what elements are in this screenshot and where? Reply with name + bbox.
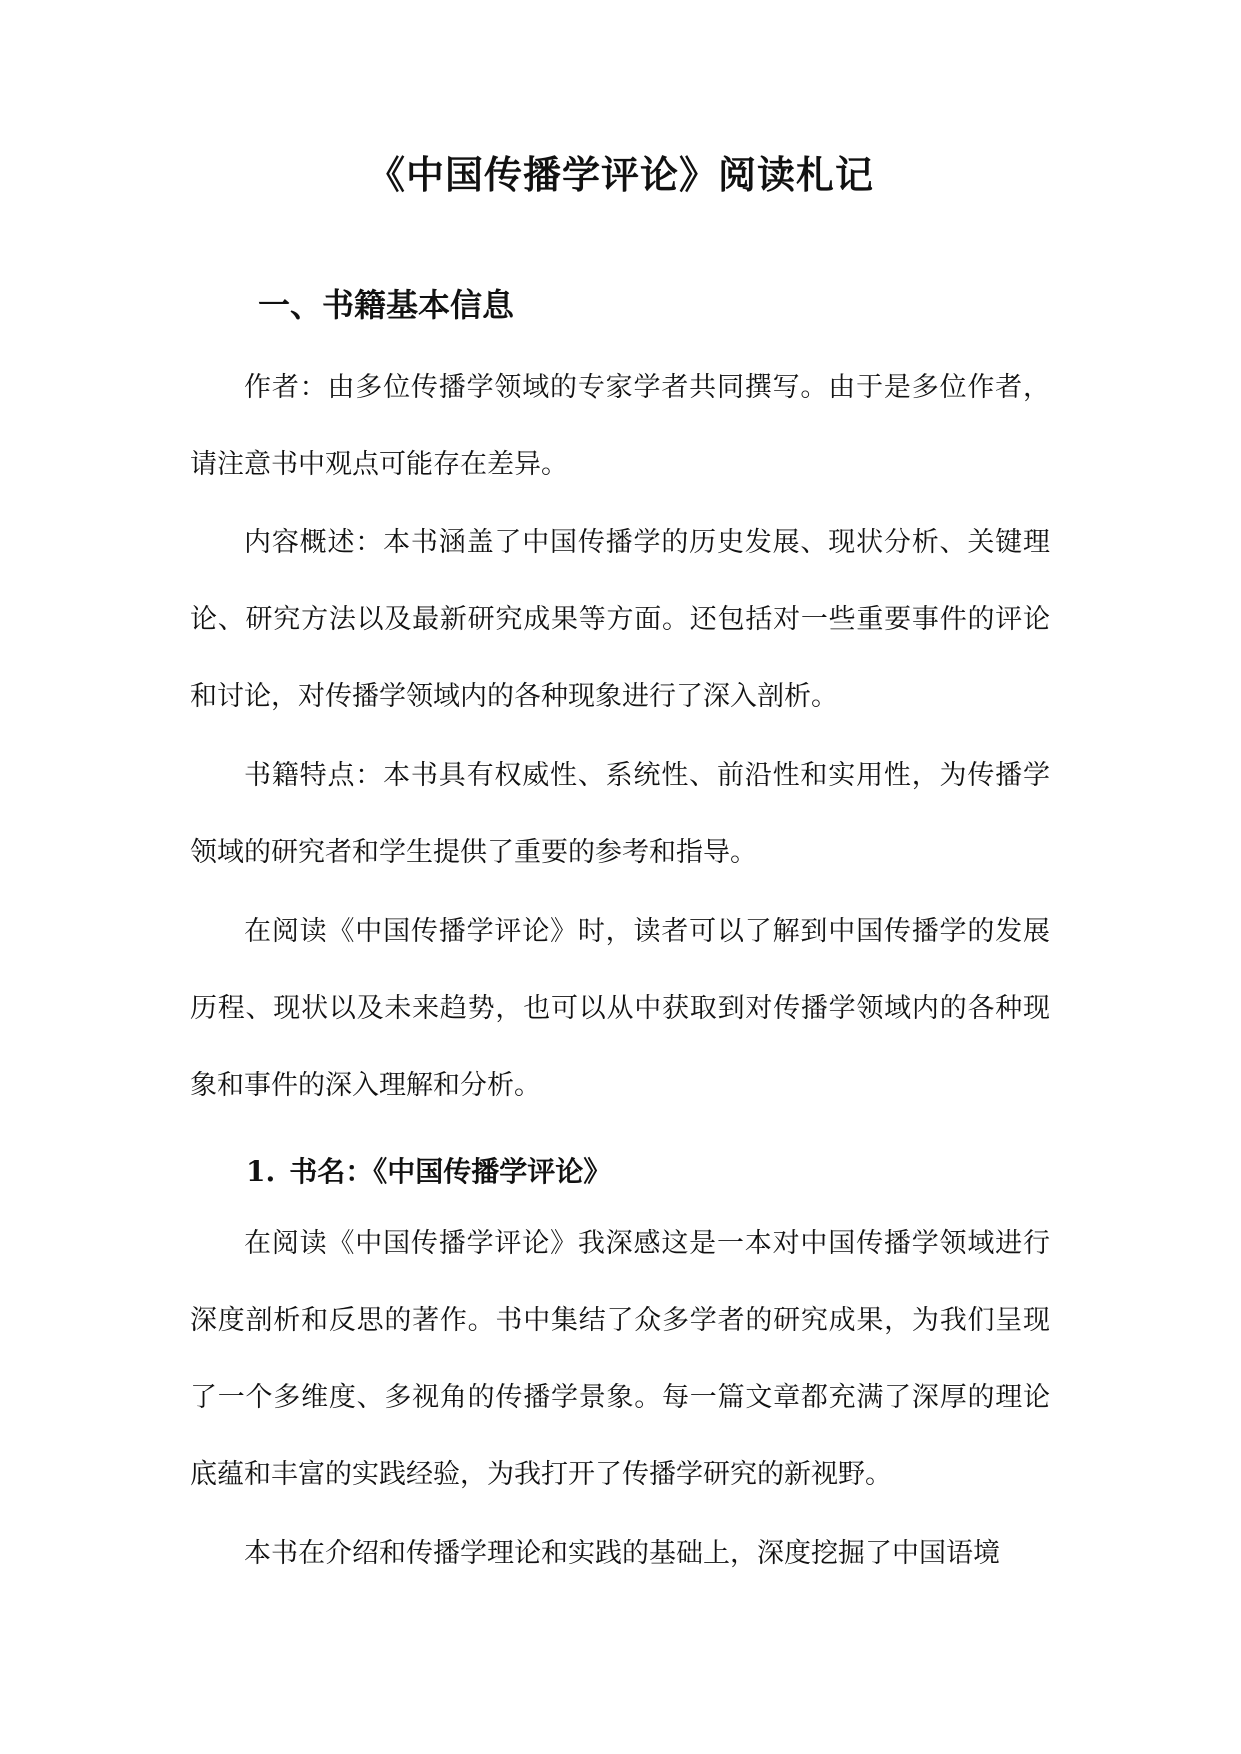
paragraph-book-features: 书籍特点：本书具有权威性、系统性、前沿性和实用性，为传播学领域的研究者和学生提供了重要的参考和指导。 (190, 760, 1050, 868)
subsection-title: 书名：《中国传播学评论》 (289, 1155, 612, 1188)
section-heading-basic-info: 一、书籍基本信息 (258, 286, 515, 324)
paragraph-content-overview: 内容概述：本书涵盖了中国传播学的历史发展、现状分析、关键理论、研究方法以及最新研究成果等方面。还包括对一些重要事件的评论和讨论，对传播学领域内的各种现象进行了深入剖析。 (190, 527, 1050, 712)
subsection-heading-book-name (246, 1150, 611, 1194)
paragraph-reading-impression: 在阅读《中国传播学评论》我深感这是一本对中国传播学领域进行深度剖析和反思的著作。书中集结了众多学者的研究成果，为我们呈现了一个多维度、多视角的传播学景象。每一篇文章都充满了深厚的理论底蕴和丰富的实践经验，为我打开了传播学研究的新视野。 (190, 1228, 1050, 1490)
paragraph-reading-summary: 在阅读《中国传播学评论》时，读者可以了解到中国传播学的发展历程、现状以及未来趋势，也可以从中获取到对传播学领域内的各种现象和事件的深入理解和分析。 (190, 916, 1050, 1101)
subsection-number: 1. (246, 1155, 276, 1188)
paragraph-author: 作者：由多位传播学领域的专家学者共同撰写。由于是多位作者，请注意书中观点可能存在差异。 (190, 372, 1050, 480)
document-title: 《中国传播学评论》阅读札记 (366, 152, 874, 197)
paragraph-book-depth: 本书在介绍和传播学理论和实践的基础上，深度挖掘了中国语境 (244, 1538, 1000, 1569)
